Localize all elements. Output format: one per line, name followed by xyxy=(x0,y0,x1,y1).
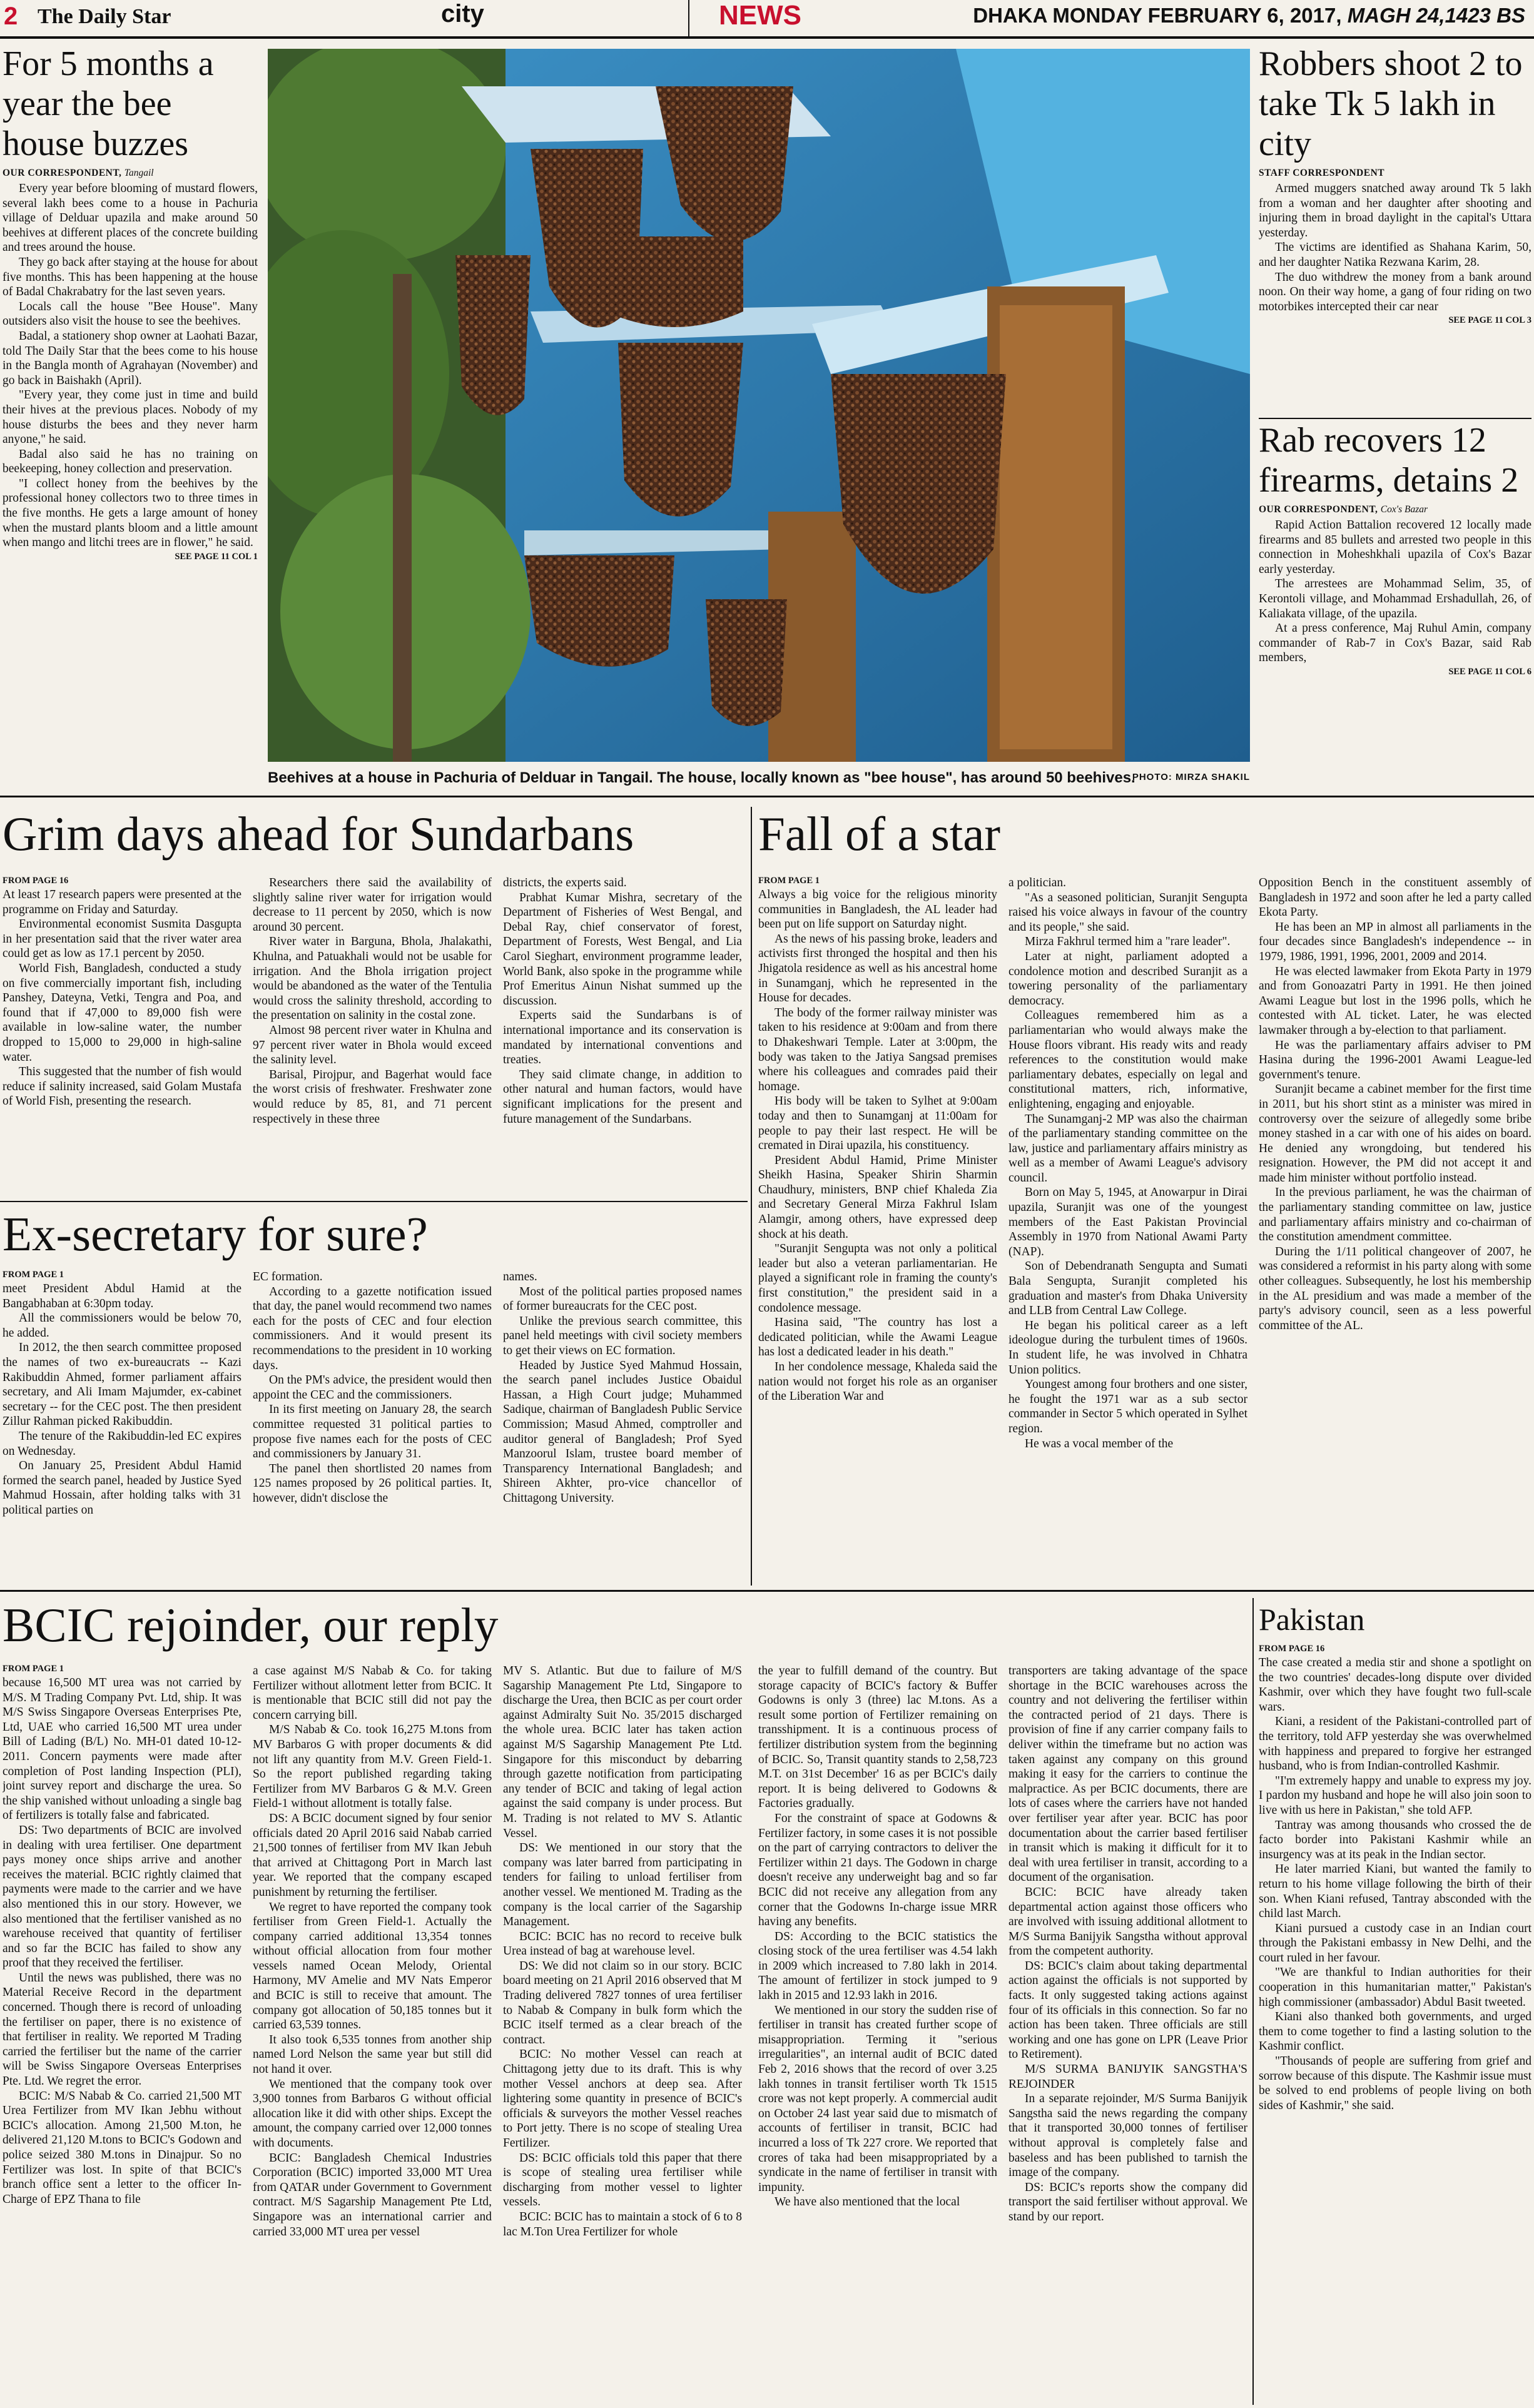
fallofastar-headline: Fall of a star xyxy=(758,807,1001,861)
exsecretary-from: FROM PAGE 1 xyxy=(3,1270,64,1280)
paragraph: The arrestees are Mohammad Selim, 35, of Kerontoli village, and Mohammad Ershadullah, 26, of Kaliakata village, of the upazila. xyxy=(1259,577,1531,620)
paragraph: "Every year, they come just in time and build their hives at the previous places. Nobody of my house disturbs the bees and they never harm anyone," he said. xyxy=(3,388,258,447)
fallofastar-col-1 xyxy=(758,876,997,1586)
paragraph: Born on May 5, 1945, at Anowarpur in Dirai upazila, Suranjit was one of the youngest members of the East Pakistan Provincial Assembly in 1970 from National Awami Party (NAP). xyxy=(1008,1186,1247,1258)
paragraph: Youngest among four brothers and one sister, he fought the 1971 war as a sub sector commander in Sector 5 which operated in Sylhet region. xyxy=(1008,1378,1247,1435)
beehive-illustration xyxy=(268,49,1250,762)
paragraph: DS: BCIC officials told this paper that there is scope of stealing urea fertiliser while discharging from mother vessel to lighter vessels. xyxy=(503,2151,742,2209)
paragraph: DS: BCIC's claim about taking departmental action against the officials is not supported by facts. It only suggested taking actions against four of its officials in this connection. So far no action has been taken. Three officials are still working and one has gone on LPR (Leave Prior to Retirement). xyxy=(1008,1959,1247,2061)
paragraph: BCIC: No mother Vessel can reach at Chittagong jetty due to its draft. This is why mother Vessel anchors at deep sea. After lightering some quantity in presence of BCIC's officials & surveyors the mother Vessel reaches to Port jetty. There is no scope of stealing Urea Fertilizer. xyxy=(503,2048,742,2150)
paragraph: EC formation. xyxy=(253,1270,323,1283)
photo-credit: PHOTO: MIRZA SHAKIL xyxy=(1132,772,1250,782)
robbers-story xyxy=(1259,44,1531,419)
pakistan-body xyxy=(1259,1656,1531,2113)
paragraph: "Thousands of people are suffering from grief and sorrow because of this dispute. The Kashmir issue must be solved to end problems of people living on both sides of Kashmir," she said. xyxy=(1259,2055,1531,2112)
header-rule xyxy=(0,36,1534,39)
masthead-strip xyxy=(0,0,1534,36)
sundarbans-col-3 xyxy=(503,876,742,1195)
paragraph: the year to fulfill demand of the country. But storage capacity of BCIC's factory & Buffer Godowns is only 3 (three) lac M.tons. As a result some portion of Fertilizer remaining on transshipment. It is a continuous process of fertilizer distribution system from the beginning of BCIC. So, Transit quantity stands to 2,58,723 M.T. on 31st December' 16 as per BCIC's daily report. It is being delivered to Godowns & Factories gradually. xyxy=(758,1664,997,1811)
robbers-jump: SEE PAGE 11 COL 3 xyxy=(1448,315,1531,326)
paragraph: meet President Abdul Hamid at the Bangabhaban at 6:30pm today. xyxy=(3,1282,241,1310)
paragraph: Environmental economist Susmita Dasgupta in her presentation said that the river water area could get as low as 17.1 percent by 2050. xyxy=(3,918,241,961)
bcic-from: FROM PAGE 1 xyxy=(3,1664,64,1674)
paragraph: During the 1/11 political changeover of 2007, he was considered a reformist in his party along with some other colleagues. Subsequently, he lost his membership in the AL presidium and was made a member of the party's advisory council, seen as a less powerful committee of the AL. xyxy=(1259,1245,1531,1332)
paragraph: At a press conference, Maj Ruhul Amin, company commander of Rab-7 in Cox's Bazar, said Rab members, xyxy=(1259,622,1531,665)
paragraph: He was elected lawmaker from Ekota Party in 1979 and from Gonoazatri Party in 1991. He then joined Awami League but lost in the 1996 polls, which he contested with AL ticket. Later, he was elected lawmaker through a by-election to that parliament. xyxy=(1259,964,1531,1037)
sundarbans-from: FROM PAGE 16 xyxy=(3,876,69,886)
bcic-col-2-body xyxy=(253,1664,492,2239)
photo-caption: Beehives at a house in Pachuria of Delduar in Tangail. The house, locally known as "bee house", has around 50 beehives. xyxy=(268,769,1135,786)
paragraph: BCIC: BCIC has no record to receive bulk Urea instead of bag at warehouse level. xyxy=(503,1930,742,1958)
paragraph: As the news of his passing broke, leaders and activists first thronged the hospital and then his Jhigatola residence as well as his ancestral home in Sunamganj, which he represented in the House for decades. xyxy=(758,932,997,1005)
bcic-col-3 xyxy=(503,1664,742,2405)
bcic-col-1 xyxy=(3,1664,241,2405)
paragraph: Badal, a stationery shop owner at Laohati Bazar, told The Daily Star that the bees come to his house in the Bangla month of Agrahayan (November) and go back in Baishakh (April). xyxy=(3,329,258,387)
paragraph: M/S Nabab & Co. took 16,275 M.tons from MV Barbaros G with proper documents & did not lift any quantity from M.V. Green Field-1. So the report published regarding taking Fertilizer from MV Barbaros G & M.V. Green Field-1 without allotment is totally false. xyxy=(253,1723,492,1811)
rab-story xyxy=(1259,420,1531,796)
paragraph: According to a gazette notification issued that day, the panel would recommend two names each for the posts of CEC and four election commissioners. And it would present its recommendations to the president in 10 working days. xyxy=(253,1285,492,1372)
mid-column-divider xyxy=(751,807,752,1586)
paragraph: It also took 6,535 tonnes from another ship named Lord Nelson the same year but still did not hand it over. xyxy=(253,2033,492,2077)
category-label: NEWS xyxy=(719,0,801,31)
paragraph: In 2012, the then search committee proposed the names of two ex-bureaucrats -- Kazi Rakibuddin Ahmed, former parliament affairs secretary, and Ali Imam Majumder, ex-cabinet secretary -- for the CEC post. The then president Zillur Rahman picked Rakibuddin. xyxy=(3,1341,241,1429)
bcic-col-4 xyxy=(758,1664,997,2405)
paragraph: DS: We did not claim so in our story. BCIC board meeting on 21 April 2016 observed that M Trading delivered 7827 tonnes of urea fertiliser to Nabab & Company in bulk form which the BCIC itself termed as a clear breach of the contract. xyxy=(503,1959,742,2046)
paragraph: Kiani pursued a custody case in an Indian court through the Pakistani embassy in New Delhi, and the court ruled in her favour. xyxy=(1259,1921,1531,1965)
paragraph: Prabhat Kumar Mishra, secretary of the Department of Fisheries of West Bengal, and Debal Ray, chief conservator of forest, Department of Forests, West Bengal, and Lia Carol Sieghart, environment programme leader, World Bank, also spoke in the programme while Prof Emeritus Ainun Nishat summed up the discussion. xyxy=(503,891,742,1008)
bcic-col-5-body xyxy=(1008,1664,1247,2225)
pakistan-from: FROM PAGE 16 xyxy=(1259,1644,1325,1654)
page-number: 2 xyxy=(4,3,18,30)
paragraph: The case created a media stir and shone a spotlight on the two countries' decades-long dispute over divided Kashmir, over which they have fought two full-scale wars. xyxy=(1259,1656,1531,1714)
paragraph: Kiani also thanked both governments, and urged them to come together to find a lasting solution to the Kashmir conflict. xyxy=(1259,2010,1531,2053)
paragraph: On the PM's advice, the president would then appoint the CEC and the commissioners. xyxy=(253,1373,492,1402)
paragraph: On January 25, President Abdul Hamid formed the search panel, headed by Justice Syed Mahmud Hossain, after holding talks with 31 political parties on xyxy=(3,1459,241,1517)
paragraph: a politician. xyxy=(1008,876,1067,889)
paragraph: He was a vocal member of the xyxy=(1025,1437,1174,1450)
sundarbans-rule xyxy=(0,1201,748,1202)
paragraph: BCIC: BCIC has to maintain a stock of 6 to 8 lac M.Ton Urea Fertilizer for whole xyxy=(503,2210,742,2239)
bee-jump: SEE PAGE 11 COL 1 xyxy=(175,551,258,562)
paragraph: For the constraint of space at Godowns & Fertilizer factory, in some cases it is not possible on the part of carrying contractors to deliver the Fertilizer within 21 days. The Godown in charge doesn't receive any underweight bag and so far BCIC did not receive any allegation from any corner that the Godowns In-charge issue MRR having any benefits. xyxy=(758,1811,997,1929)
paragraph: The victims are identified as Shahana Karim, 50, and her daughter Natika Rezwana Karim, 28. xyxy=(1259,241,1531,269)
paragraph: In the previous parliament, he was the chairman of the parliamentary standing committee on law, justice and parliamentary affairs ministry and co-chairman of the constitution amendment committee. xyxy=(1259,1186,1531,1244)
paragraph: They said climate change, in addition to other natural and human factors, would have significant implications for the present and future management of the Sundarbans. xyxy=(503,1068,742,1126)
exsecretary-col-2 xyxy=(253,1270,492,1582)
paragraph: The duo withdrew the money from a bank around noon. On their way home, a gang of four riding on two motorbikes intercepted their car near xyxy=(1259,270,1531,313)
bcic-col-5 xyxy=(1008,1664,1247,2405)
issue-date: DHAKA MONDAY FEBRUARY 6, 2017, MAGH 24,1423 BS xyxy=(973,4,1525,27)
bcic-col-4-body xyxy=(758,1664,997,2210)
paragraph: World Fish, Bangladesh, conducted a study on five commercially important fish, including Panshey, Dateyna, Vetki, Tengra and Poa, and found that if 47,000 to 89,000 fish were available in low-saline water, the number dropped to 15,000 to 29,000 in high-saline water. xyxy=(3,961,241,1064)
fallofastar-col-3-body xyxy=(1259,876,1531,1333)
paragraph: Armed muggers snatched away around Tk 5 lakh from a woman and her daughter after shooting and injuring them in broad daylight in the capital's Uttara yesterday. xyxy=(1259,182,1531,240)
exsecretary-col-1 xyxy=(3,1270,241,1582)
paragraph: Hasina said, "The country has lost a dedicated politician, while the Awami League has lost a dedicated leader in his death." xyxy=(758,1316,997,1359)
fallofastar-from: FROM PAGE 1 xyxy=(758,876,820,886)
fallofastar-col-1-body xyxy=(758,888,997,1404)
beehive-photo xyxy=(268,49,1250,762)
paragraph: Opposition Bench in the constituent assembly of Bangladesh in 1972 and soon after he led a party called Ekota Party. xyxy=(1259,876,1531,919)
paragraph: districts, the experts said. xyxy=(503,876,627,889)
bottom-section-rule xyxy=(0,1590,1534,1592)
paragraph: In a separate rejoinder, M/S Surma Banijyik Sangstha said the news regarding the company that it transported 30,000 tonnes of fertiliser without approval is completely false and baseless and has been published to tarnish the image of the company. xyxy=(1008,2092,1247,2180)
section-label: city xyxy=(441,0,484,28)
paragraph: President Abdul Hamid, Prime Minister Sheikh Hasina, Speaker Shirin Sharmin Chaudhury, ministers, BNP chief Khaleda Zia and Secretary General Mirza Fakhrul Islam Alamgir, among others, have expressed deep shock at his death. xyxy=(758,1153,997,1241)
sundarbans-headline: Grim days ahead for Sundarbans xyxy=(3,807,634,861)
robbers-rule xyxy=(1259,418,1531,419)
paragraph: names. xyxy=(503,1270,537,1283)
photo-caption-bar xyxy=(268,767,1250,789)
robbers-body xyxy=(1259,181,1531,314)
paragraph: Experts said the Sundarbans is of international importance and its conservation is mandated by international conventions and treaties. xyxy=(503,1009,742,1067)
paragraph: DS: We mentioned in our story that the company was later barred from participating in tenders for failing to unload fertiliser from another vessel. We mentioned M. Trading as the company is the local carrier of the Sagarship Management. xyxy=(503,1841,742,1929)
paragraph: Kiani, a resident of the Pakistani-controlled part of the territory, told AFP yesterday she was overwhelmed with happiness and prepared to forgive her estranged husband, who is from Indian-controlled Kashmir. xyxy=(1259,1715,1531,1773)
paragraph: He was the parliamentary affairs adviser to PM Hasina during the 1996-2001 Awami League-led government's tenure. xyxy=(1259,1038,1531,1081)
paragraph: Almost 98 percent river water in Khulna and 97 percent river water in Bhola would exceed the salinity level. xyxy=(253,1023,492,1067)
fallofastar-col-3 xyxy=(1259,876,1531,1586)
paragraph: Researchers there said the availability of slightly saline river water for irrigation would decrease to 11 percent by 2050, which is now around 30 percent. xyxy=(253,876,492,934)
paragraph: Suranjit became a cabinet member for the first time in 2011, but his short stint as a minister was mired in controversy over the seizure of allegedly some bribe money stashed in a car with one of his aides on board. He denied any wrongdoing, but tendered his resignation. However, the PM did not accept it and made him minister without portfolio instead. xyxy=(1259,1083,1531,1185)
paragraph: BCIC: BCIC have already taken departmental action against those officers who are involved with issuing additional allotment to M/S Surma Banijyik Sangstha without approval from the competent authority. xyxy=(1008,1885,1247,1958)
paragraph: DS: BCIC's reports show the company did transport the said fertiliser without approval. We stand by our report. xyxy=(1008,2180,1247,2223)
paragraph: a case against M/S Nabab & Co. for taking Fertilizer without allotment letter from BCIC. It is mentionable that BCIC still did not pay the concern carrying bill. xyxy=(253,1664,492,1722)
rab-body xyxy=(1259,518,1531,665)
photo-section-rule xyxy=(0,796,1534,797)
bee-body xyxy=(3,181,258,550)
exsecretary-col-3 xyxy=(503,1270,742,1582)
paragraph: He began his political career as a left ideologue during the turbulent times of 1960s. In student life, he was involved in Chhatra Union politics. xyxy=(1008,1318,1247,1377)
paragraph: We have also mentioned that the local xyxy=(775,2195,960,2209)
bee-headline: For 5 months a year the bee house buzzes xyxy=(3,44,214,163)
paragraph: They go back after staying at the house for about five months. This has been happening at the house of Badal Chakrabatry for the last seven years. xyxy=(3,255,258,299)
exsecretary-col-1-body xyxy=(3,1282,241,1518)
sundarbans-col-3-body xyxy=(503,876,742,1126)
paragraph: Tantray was among thousands who crossed the de facto border into Pakistani Kashmir while an insurgency was at its peak in the Indian sector. xyxy=(1259,1818,1531,1861)
paragraph: We mentioned that the company took over 3,900 tonnes from Barbaros G without official allocation like it did with other ships. Except the amount, the company carried over 12,000 tonnes with documents. xyxy=(253,2077,492,2150)
paragraph: The panel then shortlisted 20 names from 125 names proposed by 26 political parties. It, however, didn't disclose the xyxy=(253,1462,492,1505)
exsecretary-col-2-body xyxy=(253,1270,492,1506)
pakistan-headline: Pakistan xyxy=(1259,1602,1365,1637)
paragraph: BCIC: M/S Nabab & Co. carried 21,500 MT Urea Fertilizer from MV Ikan Jebhu without BCIC's allocation. Among 21,500 M.ton, he delivered 21,120 M.tons to BCIC's Godown and police seized 380 M.tons in Dinajpur. So no Fertilizer was lost. In spite of that BCIC's branch office sent a letter to the officer In-Charge of EPZ Thana to file xyxy=(3,2089,241,2206)
paragraph: This suggested that the number of fish would reduce if salinity increased, said Golam Mustafa of World Fish, presenting the research. xyxy=(3,1065,241,1108)
paragraph: River water in Barguna, Bhola, Jhalakathi, Khulna, and Patuakhali would not be usable for irrigation. And the Bhola irrigation project would be abandoned as the water of the Tentulia would cross the salinity threshold, according to the presentation on salinity in the costal zone. xyxy=(253,935,492,1023)
paragraph: M/S SURMA BANIJYIK SANGSTHA'S REJOINDER xyxy=(1008,2063,1247,2091)
paragraph: Most of the political parties proposed names of former bureaucrats for the CEC post. xyxy=(503,1285,742,1313)
paragraph: His body will be taken to Sylhet at 9:00am today and then to Sunamganj at 11:00am for people to pay their last respect. He will be cremated in Dirai upazila, his constituency. xyxy=(758,1095,997,1153)
rab-headline: Rab recovers 12 firearms, detains 2 xyxy=(1259,421,1519,500)
paragraph: "I'm extremely happy and unable to express my joy. I pardon my husband and hope he will also join soon to live with us here in Pakistan," she told AFP. xyxy=(1259,1774,1531,1817)
paragraph: Barisal, Pirojpur, and Bagerhat would face the worst crisis of freshwater. Freshwater zone would reduce by 85, 81, and 71 percent respectively in these three xyxy=(253,1068,492,1126)
paragraph: In its first meeting on January 28, the search committee requested 31 political parties to propose five names each for the posts of CEC and commissioners by January 31. xyxy=(253,1403,492,1461)
exsecretary-col-3-body xyxy=(503,1270,742,1506)
paragraph: He later married Kiani, but wanted the family to return to his home village following the birth of their son. When Kiani refused, Tantray absconded with the child last March. xyxy=(1259,1863,1531,1921)
robbers-byline: STAFF CORRESPONDENT xyxy=(1259,168,1385,178)
paragraph: "As a seasoned politician, Suranjit Sengupta raised his voice always in favour of the country and its people," she said. xyxy=(1008,891,1247,934)
bee-byline: OUR CORRESPONDENT, Tangail xyxy=(3,168,154,178)
paragraph: All the commissioners would be below 70, he added. xyxy=(3,1312,241,1340)
paragraph: Son of Debendranath Sengupta and Sumati Bala Sengupta, Suranjit completed his graduation and master's from Dhaka University and LLB from Central Law College. xyxy=(1008,1260,1247,1318)
paragraph: At least 17 research papers were presented at the programme on Friday and Saturday. xyxy=(3,888,241,916)
paragraph: DS: According to the BCIC statistics the closing stock of the urea fertiliser was 4.54 lakh in 2009 which increased to 7.80 lakh in 2014. The amount of fertilizer in stock jumped to 9 lakh in 2015 and 12.93 lakh in 2016. xyxy=(758,1930,997,2003)
sundarbans-col-1 xyxy=(3,876,241,1195)
sundarbans-col-1-body xyxy=(3,888,241,1109)
pakistan-divider xyxy=(1252,1598,1254,2405)
exsecretary-headline: Ex-secretary for sure? xyxy=(3,1207,428,1261)
paragraph: Always a big voice for the religious minority communities in Bangladesh, the AL leader had been put on life support on Saturday night. xyxy=(758,888,997,931)
bcic-col-1-body xyxy=(3,1676,241,2207)
paragraph: The body of the former railway minister was taken to his residence at 9:00am and from there to Dhakeshwari Temple. Later at 3:00pm, the body was taken to the Jatiya Sangsad premises where his colleagues and comrades paid their homage. xyxy=(758,1006,997,1093)
paragraph: He has been an MP in almost all parliaments in the four decades since Bangladesh's independence -- in 1979, 1986, 1991, 1996, 2001, 2009 and 2014. xyxy=(1259,920,1531,963)
paragraph: Until the news was published, there was no Material Receive Record in the department concerned. Though there is record of unloading the fertiliser on paper, there is no existence of that fertiliser in reality. We reported M Trading carried the fertiliser but the name of the carrier will be Swiss Singapore Overseas Enterprises Pte. Ltd. We regret the error. xyxy=(3,1971,241,2088)
paragraph: The Sunamganj-2 MP was also the chairman of the parliamentary standing committee on the law, justice and parliamentary affairs ministry as well as a member of Awami League's advisory council. xyxy=(1008,1112,1247,1185)
paragraph: Mirza Fakhrul termed him a "rare leader". xyxy=(1025,935,1231,949)
sundarbans-col-2-body xyxy=(253,876,492,1126)
paragraph: Colleagues remembered him as a parliamentarian who would always make the House floors vibrant. His ready wits and ready references to the constitution would make parliamentary debates, especially on legal and constitutional matters, rich, informative, enlightening, engaging and enjoyable. xyxy=(1008,1009,1247,1111)
robbers-headline: Robbers shoot 2 to take Tk 5 lakh in city xyxy=(1259,44,1523,163)
header-divider xyxy=(688,0,689,36)
fallofastar-col-2 xyxy=(1008,876,1247,1586)
rab-jump: SEE PAGE 11 COL 6 xyxy=(1448,666,1531,677)
paragraph: MV S. Atlantic. But due to failure of M/S Sagarship Management Pte Ltd, Singapore to discharge the Urea, then BCIC as per court order against Admiralty Suit No. 35/2015 discharged the whole urea. BCIC later has taken action against M/S Sagarship Management Pte Ltd. Singapore for this misconduct by debarring through gazette notification from participating any tender of BCIC and taking of legal action against the said company is under process. But M. Trading is not related to MV S. Atlantic Vessel. xyxy=(503,1664,742,1840)
paragraph: We mentioned in our story the sudden rise of fertiliser in transit has created further scope of misappropriation. Terming it "serious irregularities", an internal audit of BCIC dated Feb 2, 2016 shows that the record of over 3.25 lakh tonnes in transit fertiliser worth Tk 1515 crore was not kept properly. A commercial audit on October 24 last year said due to mismatch of accounts of fertiliser in transit, BCIC had incurred a loss of Tk 227 crore. We reported that crores of taka had been misappropriated by a syndicate in the name of fertiliser in transit with impunity. xyxy=(758,2003,997,2194)
paragraph: "Suranjit Sengupta was not only a political leader but also a veteran parliamentarian. He played a significant role in framing the county's first constitution," the president said in a condolence message. xyxy=(758,1242,997,1315)
paragraph: BCIC: Bangladesh Chemical Industries Corporation (BCIC) imported 33,000 MT Urea from QATAR under Government to Government contract. M/S Sagarship Management Pte Ltd, Singapore was an international carrier and carried 33,000 MT urea per vessel xyxy=(253,2151,492,2239)
paragraph: Later at night, parliament adopted a condolence motion and described Suranjit as a towering personality of the parliamentary democracy. xyxy=(1008,949,1247,1008)
sundarbans-col-2 xyxy=(253,876,492,1195)
paragraph: because 16,500 MT urea was not carried by M/S. M Trading Company Pvt. Ltd, ship. It was M/S Swiss Singapore Overseas Enterprises Pte, Ltd, UAE who carried 16,500 MT urea under Bill of Lading (B/L) No. MH-01 dated 10-12-2011. Concern payments were made after completion of Post landing Inspection (PLI), joint survey report and discharge the urea. So the ship vanished without unloading a single bag of fertilizers is totally false and fabricated. xyxy=(3,1676,241,1823)
paragraph: "We are thankful to Indian authorities for their cooperation in this humanitarian matter," Pakistan's high commissioner (ambassador) Abdul Basit tweeted. xyxy=(1259,1966,1531,2009)
paragraph: DS: Two departments of BCIC are involved in dealing with urea fertiliser. One department pays money once ships arrive and another receives the material. BCIC rightly claimed that payments were made to the carrier and we have also mentioned this in our story. However, we also mentioned that the fertiliser vanished as no warehouse received that quantity of fertiliser and so far the BCIC has failed to show any proof that they received the fertiliser. xyxy=(3,1823,241,1970)
bee-story xyxy=(3,44,258,794)
paragraph: Every year before blooming of mustard flowers, several lakh bees come to a house in Pachuria village of Delduar upazila and make around 50 beehives at different places of the concrete building and trees around the house. xyxy=(3,182,258,255)
paragraph: Locals call the house "Bee House". Many outsiders also visit the house to see the beehives. xyxy=(3,300,258,328)
paragraph: Badal also said he has no training on beekeeping, honey collection and preservation. xyxy=(3,447,258,476)
bcic-col-3-body xyxy=(503,1664,742,2239)
newspaper-logo: The Daily Star xyxy=(38,5,171,28)
rab-byline: OUR CORRESPONDENT, Cox's Bazar xyxy=(1259,504,1428,515)
bcic-col-2 xyxy=(253,1664,492,2405)
paragraph: We regret to have reported the company took fertiliser from Green Field-1. Actually the company carried additional 13,354 tonnes without official allocation from four mother vessels named Ocean Melody, Oriental Harmony, MV Amelie and MV Nats Emperor and BCIC is still to receive that amount. The company got allocation of 50,185 tonnes but it carried 63,539 tonnes. xyxy=(253,1900,492,2032)
paragraph: Headed by Justice Syed Mahmud Hossain, the search panel includes Justice Obaidul Hassan, a High Court judge; Muhammed Sadique, chairman of Bangladesh Public Service Commission; Masud Ahmed, comptroller and auditor general of Bangladesh; Prof Syed Manzoorul Islam, trustee board member of Transparency International Bangladesh; and Shireen Akhter, pro-vice chancellor of Chittagong University. xyxy=(503,1358,742,1505)
paragraph: "I collect honey from the beehives by the professional honey collectors two to three times in the five months. He gets a large amount of honey when the mustard plants bloom and a little amount when mango and litchi trees are in flower," he said. xyxy=(3,477,258,550)
bcic-headline: BCIC rejoinder, our reply xyxy=(3,1598,499,1652)
paragraph: The tenure of the Rakibuddin-led EC expires on Wednesday. xyxy=(3,1429,241,1458)
paragraph: Rapid Action Battalion recovered 12 locally made firearms and 85 bullets and arrested two people in this connection in Moheshkhali upazila of Cox's Bazar early yesterday. xyxy=(1259,519,1531,576)
paragraph: transporters are taking advantage of the space shortage in the BCIC warehouses across the country and not delivering the fertiliser within the contracted period of 21 days. There is provision of fine if any carrier company fails to deliver within the timeframe but no action was taken against any company on this ground making it easy for the carriers to continue the malpractice. As per BCIC documents, there are lots of cases where the carriers have not handed over fertiliser year after year. BCIC has poor documentation about the carrier based fertiliser in transit which is making it difficult for it to deal with urea fertiliser in transit, according to a document of the organisation. xyxy=(1008,1664,1247,1884)
fallofastar-col-2-body xyxy=(1008,876,1247,1451)
pakistan-story xyxy=(1259,1601,1531,2405)
paragraph: Unlike the previous search committee, this panel held meetings with civil society members to get their views on EC formation. xyxy=(503,1314,742,1357)
paragraph: DS: A BCIC document signed by four senior officials dated 20 April 2016 said Nabab carried 21,500 tonnes of fertiliser from MV Ikan Jebuh that arrived at Chittagong Port in March last year. We reported that the company escaped punishment by returning the fertiliser. xyxy=(253,1811,492,1899)
paragraph: In her condolence message, Khaleda said the nation would not forget his role as an organiser of the Liberation War and xyxy=(758,1360,997,1404)
